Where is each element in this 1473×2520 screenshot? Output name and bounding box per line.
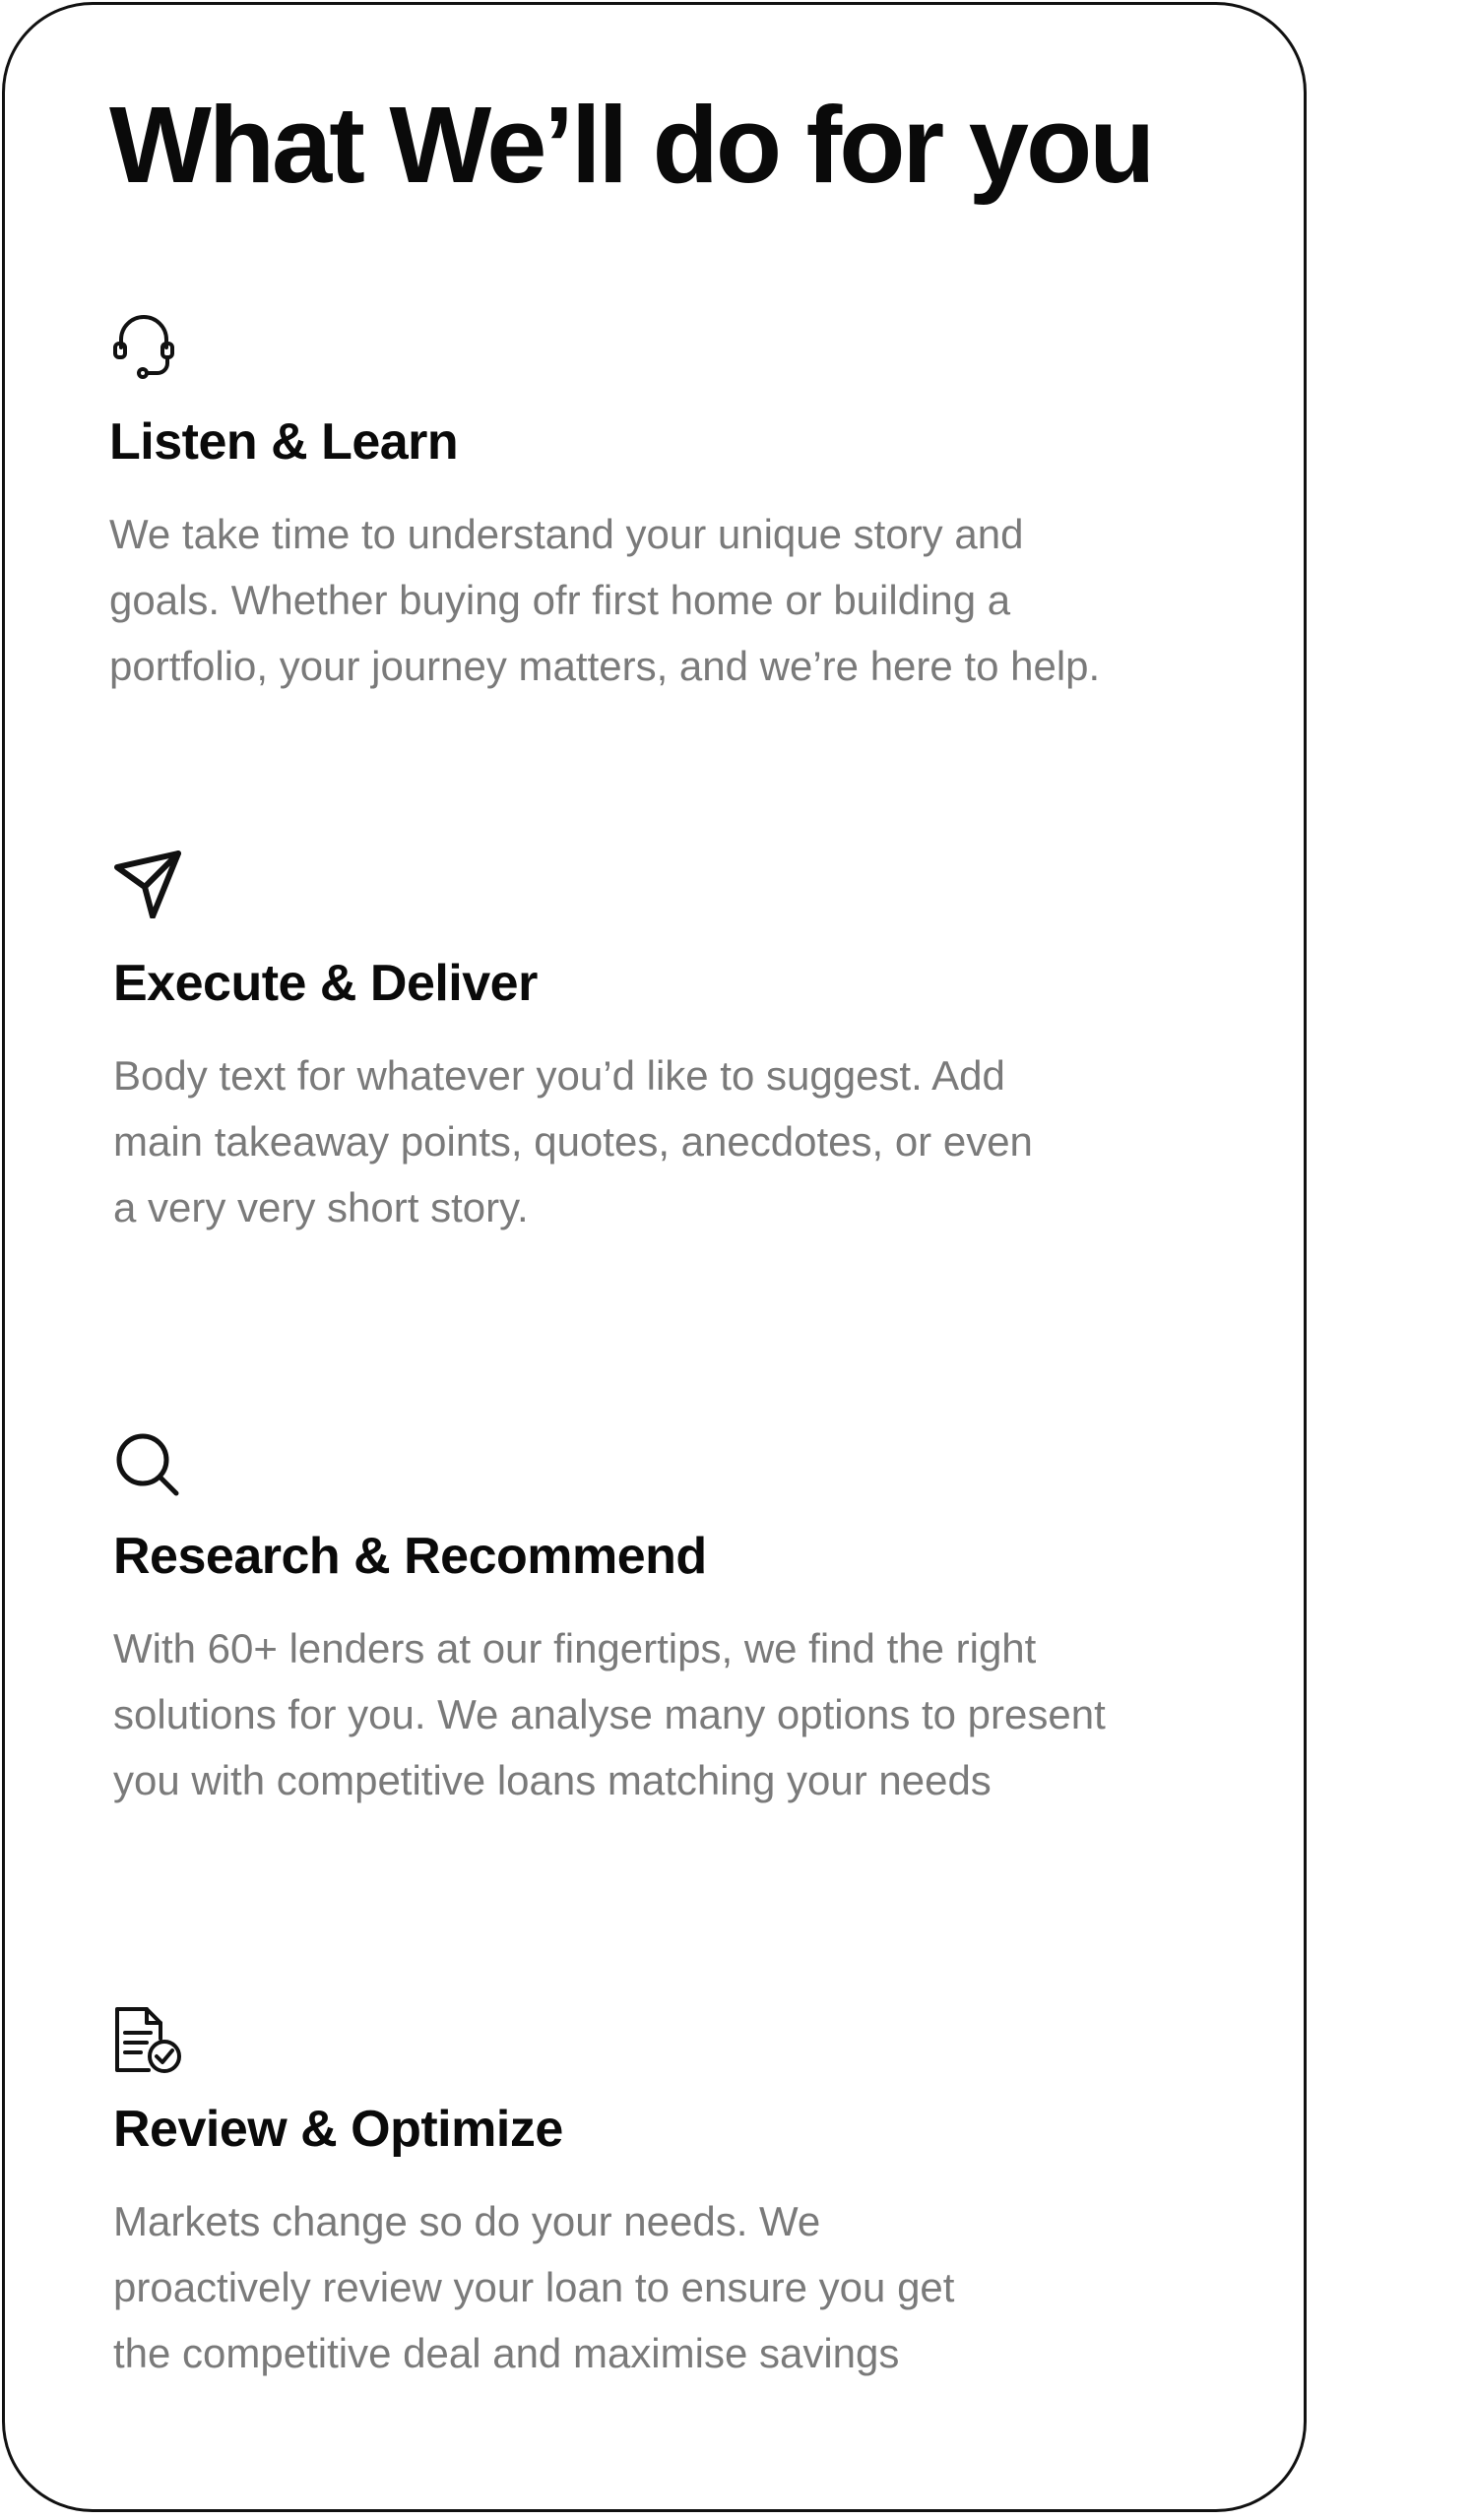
feature-title: Research & Recommend: [113, 1528, 707, 1585]
feature-description: With 60+ lenders at our fingertips, we find the right solutions for you. We analyse many options to present you with competitive loans matching your needs: [113, 1625, 1106, 1803]
headset-icon: [109, 312, 178, 381]
feature-description: Markets change so do your needs. We proactively review your loan to ensure you get the competitive deal and maximise savings: [113, 2198, 955, 2376]
feature-execute-deliver: [113, 850, 1275, 1243]
document-check-icon: [113, 2005, 182, 2074]
feature-title: Listen & Learn: [109, 413, 459, 471]
feature-review-optimize: [113, 1995, 1275, 2389]
feature-listen-learn: [109, 312, 1271, 706]
search-icon: [113, 1430, 182, 1499]
feature-title: Execute & Deliver: [113, 955, 538, 1012]
feature-research-recommend: [113, 1422, 1275, 1816]
page-title: What We’ll do for you: [109, 85, 1153, 206]
feature-description: Body text for whatever you’d like to suggest. Add main takeaway points, quotes, anecdotes, or even a very very short story.: [113, 1052, 1033, 1230]
services-card: [2, 2, 1307, 2512]
feature-title: Review & Optimize: [113, 2101, 563, 2158]
send-icon: [113, 850, 182, 918]
feature-description: We take time to understand your unique story and goals. Whether buying ofr first home or building a portfolio, your journey matters, and we’re here to help.: [109, 511, 1101, 689]
